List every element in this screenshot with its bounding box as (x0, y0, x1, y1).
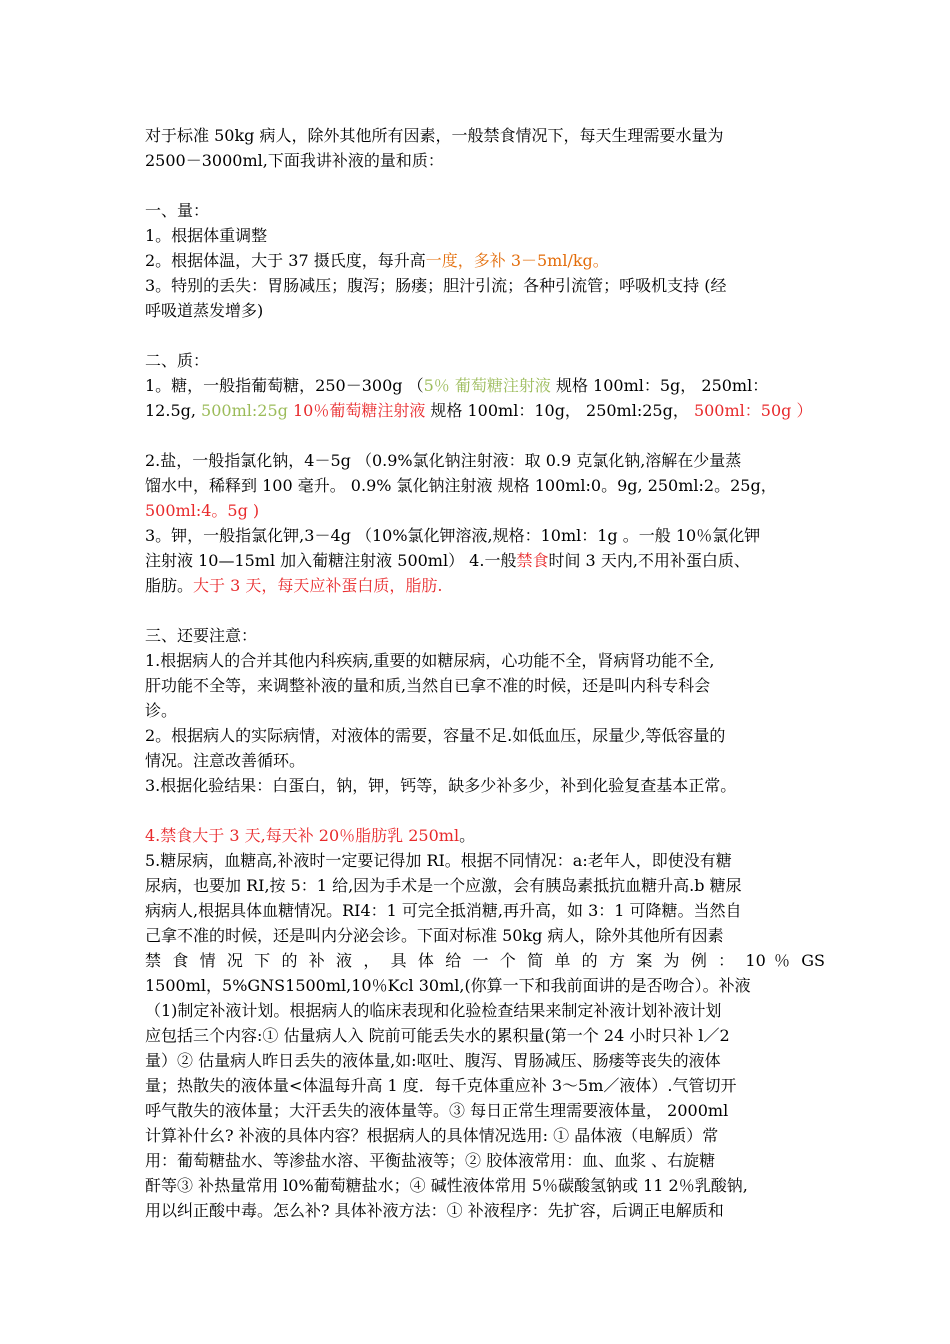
sugar-line-1 (145, 373, 825, 398)
highlight-red: 大于 3 天，每天应补蛋白质，脂肪. (193, 576, 443, 595)
spacer (145, 798, 825, 823)
note-5-line-13: 用：葡萄糖盐水、等渗盐水溶、平衡盐液等；② 胶体液常用：血、血浆 、右旋糖 (145, 1151, 716, 1170)
intro-line-2: 2500－3000ml,下面我讲补液的量和质： (145, 151, 444, 170)
section-1-item-3-line-1: 3。特别的丢失：胃肠减压；腹泻；肠瘘；胆汁引流；各种引流管；呼吸机支持 (经 (145, 276, 727, 295)
highlight-red: 500ml：50g ） (693, 401, 813, 420)
highlight-orange: 一度，多补 (425, 251, 506, 270)
highlight-green: 5％ 葡萄糖注射液 (423, 376, 551, 395)
section-1-item-2 (145, 248, 825, 273)
note-4 (145, 823, 825, 848)
note-5-line-9: 量）② 估量病人昨日丢失的液体量,如:呕吐、腹泻、胃肠减压、肠瘘等丧失的液体 (145, 1051, 721, 1070)
note-5-line-4: 己拿不准的时候，还是叫内分泌会诊。下面对标准 50kg 病人，除外其他所有因素 (145, 926, 724, 945)
note-1-line-2: 肝功能不全等，来调整补液的量和质,当然自已拿不准的时候，还是叫内科专科会 (145, 676, 711, 695)
text-run: 规格 100ml：5g， 250ml： (550, 376, 769, 395)
highlight-red: 禁食大于 3 天,每天补 20％脂肪乳 250ml (160, 826, 460, 845)
potassium-line-2 (145, 548, 825, 573)
text-run: 1。糖，一般指葡萄糖，250－300g （ (145, 376, 424, 395)
note-1-line-3: 诊。 (145, 701, 178, 720)
section-3-heading: 三、还要注意： (145, 626, 258, 645)
section-1-heading: 一、量： (145, 201, 210, 220)
note-5-line-3: 病病人,根据具体血糖情况。RI4：1 可完全抵消糖,再升高，如 3：1 可降糖。当然自 (145, 901, 742, 920)
note-2-line-2: 情况。注意改善循环。 (145, 751, 306, 770)
spacer (145, 323, 825, 348)
note-3: 3.根据化验结果：白蛋白，钠，钾，钙等，缺多少补多少，补到化验复查基本正常。 (145, 776, 737, 795)
salt-line-2: 馏水中，稀释到 100 毫升。 0.9% 氯化钠注射液 规格 100ml:0。9g, 250ml:2。25g， (145, 476, 777, 495)
spacer (145, 173, 825, 198)
document-body (145, 123, 825, 1223)
note-5-line-11: 呼气散失的液体量；大汗丢失的液体量等。③ 每日正常生理需要液体量， 2000ml (145, 1101, 729, 1120)
spacer (145, 598, 825, 623)
text-run: 。 (459, 826, 476, 845)
note-5-line-15: 用以纠正酸中毒。怎么补? 具体补液方法：① 补液程序：先扩容，后调正电解质和 (145, 1201, 724, 1220)
note-2-line-1: 2。根据病人的实际病情，对液体的需要，容量不足.如低血压，尿量少,等低容量的 (145, 726, 726, 745)
highlight-green: 500ml:25g (201, 401, 288, 420)
text-run: 2。根据体温，大于 37 摄氏度，每升高 (145, 251, 426, 270)
text-run: 脂肪。 (145, 576, 194, 595)
potassium-line-1: 3。钾，一般指氯化钾,3－4g （10%氯化钾溶液,规格：10ml：1g 。一般 10％氯化钾 (145, 526, 761, 545)
text-run: 时间 3 天内,不用补蛋白质、 (548, 551, 750, 570)
note-5-line-12: 计算补什幺? 补液的具体内容？根据病人的具体情况选用: ① 晶体液（电解质）常 (145, 1126, 719, 1145)
note-5-line-10: 量；热散失的液体量<体温每升高 1 度．每千克体重应补 3～5m／液体）.气管切开 (145, 1076, 737, 1095)
text-run: 规格 100ml：10g， 250ml:25g， (425, 401, 694, 420)
salt-line-1: 2.盐，一般指氯化钠，4－5g （0.9%氯化钠注射液：取 0.9 克氯化钠,溶解在少量蒸 (145, 451, 742, 470)
salt-line-3: 500ml:4。5g ) (145, 501, 260, 520)
note-5-line-8: 应包括三个内容:① 估量病人入 院前可能丢失水的累积量(第一个 24 小时只补 l／2 (145, 1026, 730, 1045)
intro-line-1: 对于标准 50kg 病人，除外其他所有因素，一般禁食情况下，每天生理需要水量为 (145, 126, 724, 145)
section-1-item-3-line-2: 呼吸道蒸发增多) (145, 301, 264, 320)
note-5-line-6: 1500ml，5%GNS1500ml,10％Kcl 30ml,(你算一下和我前面讲的是否吻合）。补液 (145, 976, 751, 995)
potassium-line-3 (145, 573, 825, 598)
highlight-orange: 3－5ml/kg。 (505, 251, 609, 270)
note-5-line-14: 酐等③ 补热量常用 l0%葡萄糖盐水；④ 碱性液体常用 5％碳酸氢钠或 11 2％乳酸钠, (145, 1176, 748, 1195)
note-5-line-5: 禁 食 情 况 下 的 补 液 ， 具 体 给 一 个 简 单 的 方 案 为 例 ： 10 ％ GS (145, 951, 825, 970)
highlight-red: 4. (145, 826, 161, 845)
section-2-heading: 二、质： (145, 351, 210, 370)
note-1-line-1: 1.根据病人的合并其他内科疾病,重要的如糖尿病，心功能不全，肾病肾功能不全, (145, 651, 715, 670)
note-5-line-2: 尿病，也要加 RI,按 5：1 给,因为手术是一个应激，会有胰岛素抵抗血糖升高.b 糖尿 (145, 876, 742, 895)
section-1-item-1: 1。根据体重调整 (145, 226, 268, 245)
spacer (145, 423, 825, 448)
text-run: 12.5g, (145, 401, 202, 420)
note-5-line-1: 5.糖尿病，血糖高,补液时一定要记得加 RI。根据不同情况：a:老年人，即使没有糖 (145, 851, 732, 870)
highlight-red: 禁食 (516, 551, 549, 570)
note-5-line-7: （1)制定补液计划。根据病人的临床表现和化验检查结果来制定补液计划补液计划 (145, 1001, 722, 1020)
text-run: 注射液 10—15ml 加入葡糖注射液 500ml） 4.一般 (145, 551, 517, 570)
sugar-line-2 (145, 398, 825, 423)
highlight-red: 10％葡萄糖注射液 (287, 401, 426, 420)
